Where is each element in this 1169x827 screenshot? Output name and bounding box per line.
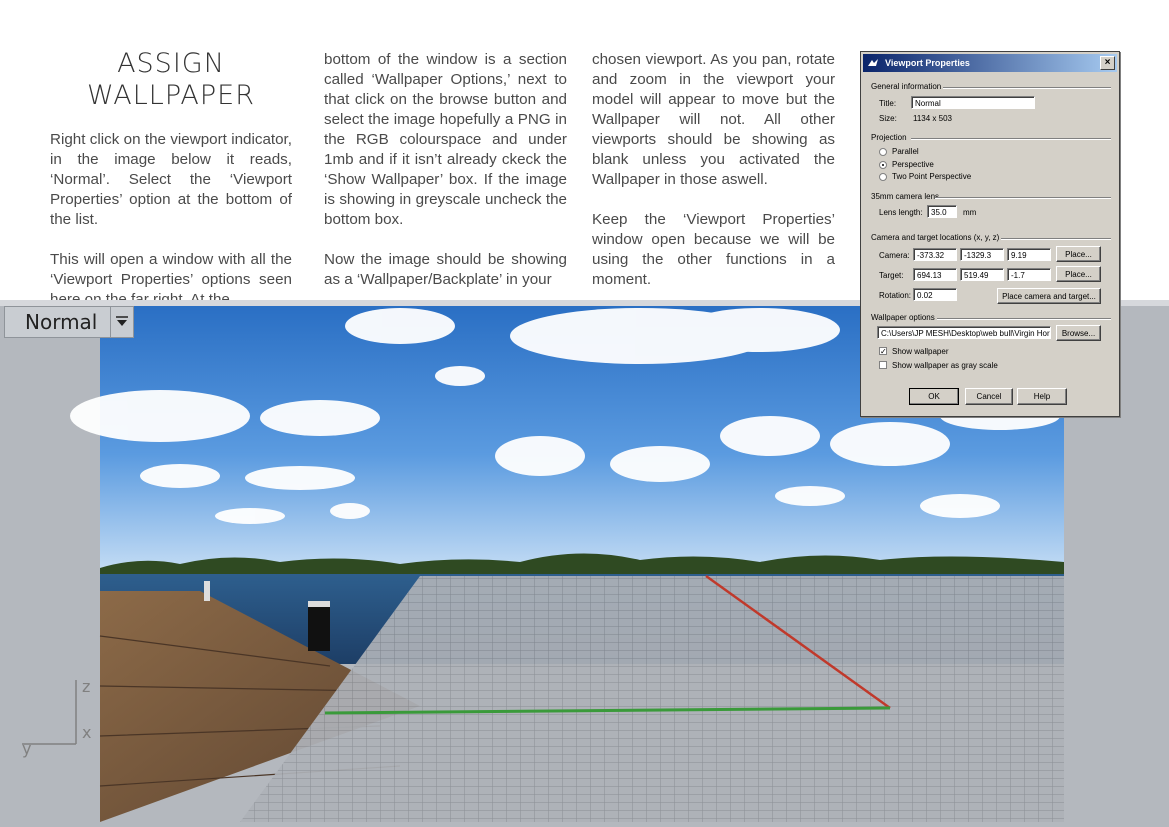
rhino-icon	[867, 58, 879, 68]
two-point-perspective-label[interactable]: Two Point Perspective	[892, 172, 972, 181]
target-label: Target:	[879, 271, 904, 280]
viewport-label[interactable]: Normal	[25, 310, 98, 334]
help-button[interactable]: Help	[1017, 388, 1067, 405]
rotation-field[interactable]: 0.02	[913, 288, 957, 301]
dialog-titlebar[interactable]	[863, 54, 1117, 72]
viewport-menu-dropdown[interactable]	[110, 307, 133, 337]
parallel-label[interactable]: Parallel	[892, 147, 919, 156]
group-divider	[911, 138, 1111, 140]
cancel-button[interactable]: Cancel	[965, 388, 1013, 405]
group-lens-heading: 35mm camera lens	[871, 192, 940, 201]
perspective-radio[interactable]	[879, 161, 887, 169]
target-place-button[interactable]: Place...	[1056, 266, 1101, 282]
camera-z-field[interactable]: 9.19	[1007, 248, 1051, 261]
group-camera-heading: Camera and target locations (x, y, z)	[871, 233, 1000, 242]
group-projection-heading: Projection	[871, 133, 907, 142]
text-column-2	[324, 50, 567, 310]
target-z-field[interactable]: -1.7	[1007, 268, 1051, 281]
browse-button[interactable]: Browse...	[1056, 325, 1101, 341]
camera-label: Camera:	[879, 251, 910, 260]
text-column-1	[50, 130, 292, 292]
paragraph: This will open a window with all the ‘Viewport Properties’ options seen	[50, 251, 292, 288]
heading-line-1: ASSIGN	[117, 48, 225, 79]
perspective-label[interactable]: Perspective	[892, 160, 934, 169]
axis-z-label: z	[82, 677, 91, 696]
title-field[interactable]: Normal	[911, 96, 1035, 109]
show-wallpaper-checkbox[interactable]: ✓	[880, 347, 887, 356]
group-divider	[935, 197, 1111, 199]
size-label: Size:	[879, 114, 897, 123]
parallel-radio[interactable]	[879, 148, 887, 156]
paragraph: Right click on the viewport indicator, in the image below it reads, ‘Normal’. Select the ‘Viewport Properties’ option at the bottom of the list.	[50, 131, 292, 228]
gray-scale-label[interactable]: Show wallpaper as gray scale	[892, 361, 998, 370]
target-y-field[interactable]: 519.49	[960, 268, 1004, 281]
camera-y-field[interactable]: -1329.3	[960, 248, 1004, 261]
two-point-perspective-radio[interactable]	[879, 173, 887, 181]
pier-post	[308, 601, 330, 651]
text-column-3	[592, 50, 835, 310]
ok-button[interactable]: OK	[909, 388, 959, 405]
gray-scale-checkbox[interactable]	[879, 361, 887, 369]
camera-x-field[interactable]: -373.32	[913, 248, 957, 261]
paragraph: bottom of the window is a section called ‘Wallpaper Options,’ next to that click on the browse button and select the image hopefully a PNG in the RGB colourspace and under 1mb and if it isn’t already ckeck the ‘Show Wallpaper’ box. If the image is showing in greyscale uncheck the bottom box.	[324, 51, 567, 228]
viewport-properties-dialog[interactable]	[860, 51, 1120, 417]
lens-unit-label: mm	[963, 208, 977, 217]
place-camera-and-target-button[interactable]: Place camera and target...	[997, 288, 1101, 304]
chevron-down-icon	[115, 316, 129, 328]
camera-place-button[interactable]: Place...	[1056, 246, 1101, 262]
show-wallpaper-label[interactable]: Show wallpaper	[892, 347, 949, 356]
title-label: Title:	[879, 99, 897, 108]
world-axes-icon	[14, 670, 104, 760]
heading-line-2: WALLPAPER	[87, 80, 255, 111]
group-divider	[943, 87, 1111, 89]
lens-length-label: Lens length:	[879, 208, 923, 217]
paragraph: chosen viewport. As you pan, rotate and zoom in the viewport your model will appear to move but the Wallpaper will not. All other viewports should be showing as blank unless you activated the Wallpaper in those aswell.	[592, 51, 835, 188]
dialog-title: Viewport Properties	[885, 58, 970, 68]
group-divider	[937, 318, 1111, 320]
paragraph: Keep the ‘Viewport Properties’ window open because we will be using the other functions in a moment.	[592, 211, 835, 288]
axis-y-label: y	[22, 739, 32, 758]
size-value: 1134 x 503	[913, 114, 952, 123]
wallpaper-path-field[interactable]: C:\Users\JP MESH\Desktop\web bull\Virgin Hor	[877, 326, 1051, 339]
group-divider	[1001, 238, 1111, 240]
lens-length-field[interactable]: 35.0	[927, 205, 957, 218]
page-heading	[50, 48, 292, 112]
group-wallpaper-heading: Wallpaper options	[871, 313, 935, 322]
axis-x-label: x	[82, 723, 92, 742]
viewport-indicator[interactable]	[4, 306, 134, 338]
rotation-label: Rotation:	[879, 291, 912, 300]
close-button[interactable]: ×	[1100, 56, 1115, 70]
target-x-field[interactable]: 694.13	[913, 268, 957, 281]
group-general-heading: General information	[871, 82, 942, 91]
paragraph: Now the image should be showing as a ‘Wallpaper/Backplate’ in your	[324, 251, 567, 288]
